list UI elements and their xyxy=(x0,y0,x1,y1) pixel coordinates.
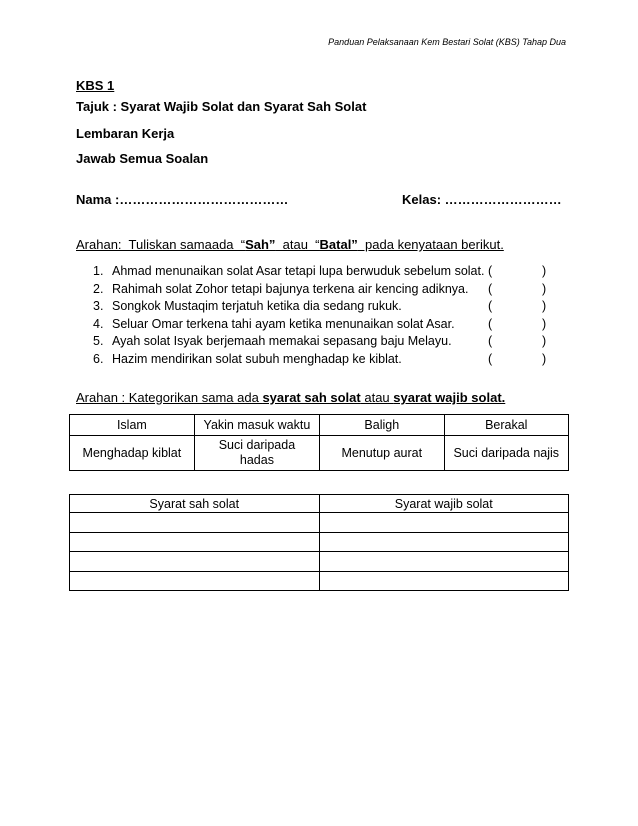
answer-blank[interactable]: ( xyxy=(488,351,493,366)
table-cell: Menutup aurat xyxy=(320,436,444,471)
question-list xyxy=(93,263,553,368)
table-row xyxy=(70,571,569,591)
answer-blank[interactable]: ( xyxy=(488,281,493,296)
answer-cell[interactable] xyxy=(70,513,320,533)
table-cell: Yakin masuk waktu xyxy=(194,415,319,436)
answer-cell[interactable] xyxy=(70,532,320,552)
answer-cell[interactable] xyxy=(70,571,320,591)
name-field[interactable]: Nama :………………………………… xyxy=(76,192,289,207)
table-cell: Berakal xyxy=(444,415,568,436)
page-header: Panduan Pelaksanaan Kem Bestari Solat (KBS) Tahap Dua xyxy=(328,37,566,47)
table-row xyxy=(70,532,569,552)
instruction-2: Arahan : Kategorikan sama ada syarat sah solat atau syarat wajib solat. xyxy=(76,390,506,405)
answer-blank[interactable]: ( xyxy=(488,264,493,278)
table-cell: Suci daripada najis xyxy=(444,436,568,471)
table-header-row xyxy=(70,495,569,513)
question-item: 2. Rahimah solat Zohor tetapi bajunya terkena air kencing adiknya. ( ) xyxy=(93,281,553,299)
answer-cell[interactable] xyxy=(319,571,569,591)
answer-cell[interactable] xyxy=(70,552,320,572)
answer-cell[interactable] xyxy=(319,552,569,572)
table-cell: Baligh xyxy=(320,415,444,436)
question-item: 1. Ahmad menunaikan solat Asar tetapi lupa berwuduk sebelum solat. ( ) xyxy=(93,263,553,281)
question-item: 5. Ayah solat Isyak berjemaah memakai sepasang baju Melayu. ( ) xyxy=(93,333,553,351)
answer-table xyxy=(69,494,569,591)
options-table xyxy=(69,414,569,471)
table-cell: Islam xyxy=(70,415,195,436)
class-field[interactable]: Kelas: ……………………… xyxy=(402,192,562,207)
instruction-1: Arahan: Tuliskan samaada “Sah” atau “Batal” pada kenyataan berikut. xyxy=(76,237,504,252)
question-item: 3. Songkok Mustaqim terjatuh ketika dia sedang rukuk. ( ) xyxy=(93,298,553,316)
answer-cell[interactable] xyxy=(319,513,569,533)
question-item: 6. Hazim mendirikan solat subuh menghadap ke kiblat. ( ) xyxy=(93,351,553,369)
table-row xyxy=(70,415,569,436)
instruction-answer-all: Jawab Semua Soalan xyxy=(76,151,209,166)
table-cell: Suci daripada hadas xyxy=(194,436,319,471)
worksheet-title: Tajuk : Syarat Wajib Solat dan Syarat Sah Solat xyxy=(76,99,367,114)
question-item: 4. Seluar Omar terkena tahi ayam ketika menunaikan solat Asar. ( ) xyxy=(93,316,553,334)
answer-blank[interactable]: ( xyxy=(488,334,493,348)
answer-blank[interactable]: ( xyxy=(488,316,493,331)
worksheet-label: Lembaran Kerja xyxy=(76,126,175,141)
worksheet-code: KBS 1 xyxy=(76,78,115,93)
table-cell: Menghadap kiblat xyxy=(70,436,195,471)
answer-cell[interactable] xyxy=(319,532,569,552)
answer-blank[interactable]: ( xyxy=(488,299,493,313)
table-row xyxy=(70,513,569,533)
table-row xyxy=(70,436,569,471)
column-header: Syarat sah solat xyxy=(70,495,320,513)
column-header: Syarat wajib solat xyxy=(319,495,569,513)
table-row xyxy=(70,552,569,572)
